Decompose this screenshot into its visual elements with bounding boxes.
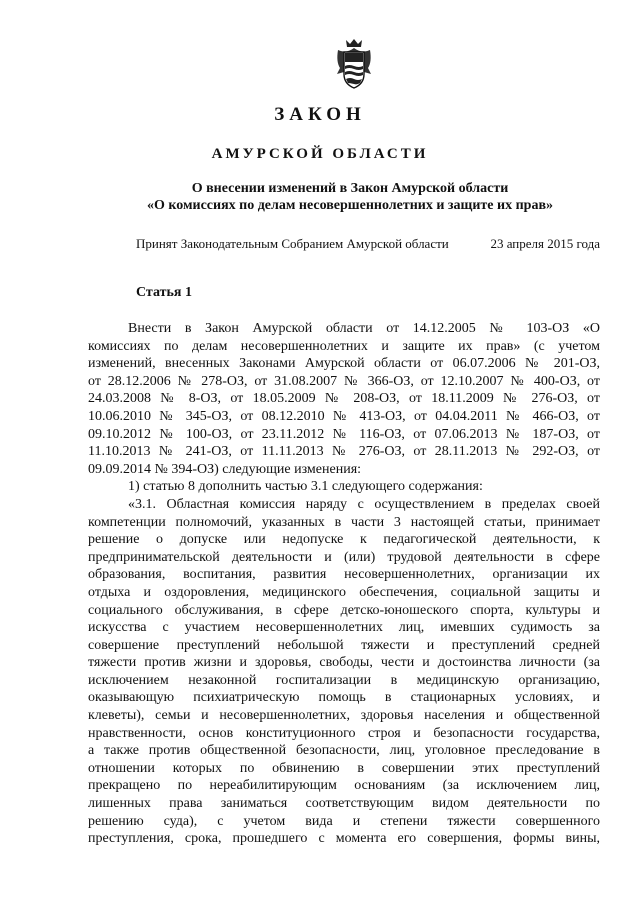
body-line: 24.03.2008 № 8-ОЗ, от 18.05.2009 № 208-ОЗ, от 18.11.2009 № 276-ОЗ, от <box>88 391 600 407</box>
body-line: оказывающую психиатрическую помощь в стационарных условиях, и <box>88 690 600 706</box>
body-line: социального обслуживания, в сфере детско-юношеского спорта, культуры и <box>88 602 600 618</box>
body-line: а также против общественной безопасности, лиц, уголовное преследование в <box>88 743 600 759</box>
body-line: 09.10.2012 № 100-ОЗ, от 23.11.2012 № 116-ОЗ, от 07.06.2013 № 187-ОЗ, от <box>88 426 600 442</box>
body-line: от 28.12.2006 № 278-ОЗ, от 31.08.2007 № 366-ОЗ, от 12.10.2007 № 400-ОЗ, от <box>88 373 600 389</box>
subtitle-line-2: «О комиссиях по делам несовершеннолетних и защите их прав» <box>146 198 553 213</box>
body-line: 09.09.2014 № 394-ОЗ) следующие изменения: <box>88 461 362 477</box>
body-line: 10.06.2010 № 345-ОЗ, от 08.12.2010 № 413-ОЗ, от 04.04.2011 № 466-ОЗ, от <box>88 408 600 424</box>
law-subtitle <box>100 180 600 214</box>
body-line: «3.1. Областная комиссия наряду с осуществлением в пределах своей <box>128 496 600 512</box>
region-title: АМУРСКОЙ ОБЛАСТИ <box>211 146 429 162</box>
body-line: решению суда), с учетом вида и степени тяжести совершенного <box>88 813 600 829</box>
adopted-by: Принят Законодательным Собранием Амурской области <box>136 236 449 251</box>
body-line: прекращено по нереабилитирующим основаниям (за исключением лиц, <box>88 778 600 794</box>
article-title: Статья 1 <box>136 285 192 300</box>
body-line: клеветы), семьи и несовершеннолетних, здоровья населения и общественной <box>88 708 600 724</box>
body-line: 11.10.2013 № 241-ОЗ, от 11.11.2013 № 276-ОЗ, от 28.11.2013 № 292-ОЗ, от <box>88 444 600 460</box>
body-line: лишенных права заниматься соответствующим видом деятельности по <box>88 796 600 812</box>
body-line: совершение преступлений небольшой тяжести и преступлений средней <box>88 637 600 653</box>
body-line: искусства с участием несовершеннолетних лиц, имевших судимость за <box>88 620 600 636</box>
subtitle-line-1: О внесении изменений в Закон Амурской области <box>191 181 509 196</box>
body-line: отношении которых по обвинению в совершении этих преступлений <box>88 760 600 776</box>
body-line: отдыха и оздоровления, медицинского обеспечения, социальной защиты и <box>88 584 600 600</box>
body-line: образования, воспитания, развития несовершеннолетних, организации их <box>88 567 600 583</box>
body-line: исключением незаконной госпитализации в медицинскую организацию, <box>88 672 600 688</box>
body-line: преступления, срока, прошедшего с момента его совершения, формы вины, <box>88 831 600 847</box>
amur-region-coat-of-arms-icon <box>332 38 376 92</box>
body-line: предпринимательской деятельности и (или) трудовой деятельности в сфере <box>88 549 600 565</box>
body-line: комиссиях по делам несовершеннолетних и защите их прав» (с учетом <box>88 338 600 354</box>
adopted-date: 23 апреля 2015 года <box>490 236 600 251</box>
body-line: решение о допуске или недопуске к педагогической деятельности, к <box>88 532 600 548</box>
body-line: 1) статью 8 дополнить частью 3.1 следующего содержания: <box>128 479 483 495</box>
body-line: тяжести против жизни и здоровья, свободы, чести и достоинства личности (за <box>88 655 600 671</box>
law-title: ЗАКОН <box>274 104 366 125</box>
article-body <box>88 320 600 848</box>
body-line: Внести в Закон Амурской области от 14.12.2005 № 103-ОЗ «О <box>128 321 600 336</box>
body-line: компетенции полномочий, указанных в части 3 настоящей статьи, принимает <box>88 514 600 530</box>
body-line: изменений, внесенных Законами Амурской области от 06.07.2006 № 201-ОЗ, <box>88 356 600 372</box>
adoption-line <box>136 236 600 252</box>
body-line: нравственности, основ конституционного строя и безопасности государства, <box>88 725 600 741</box>
